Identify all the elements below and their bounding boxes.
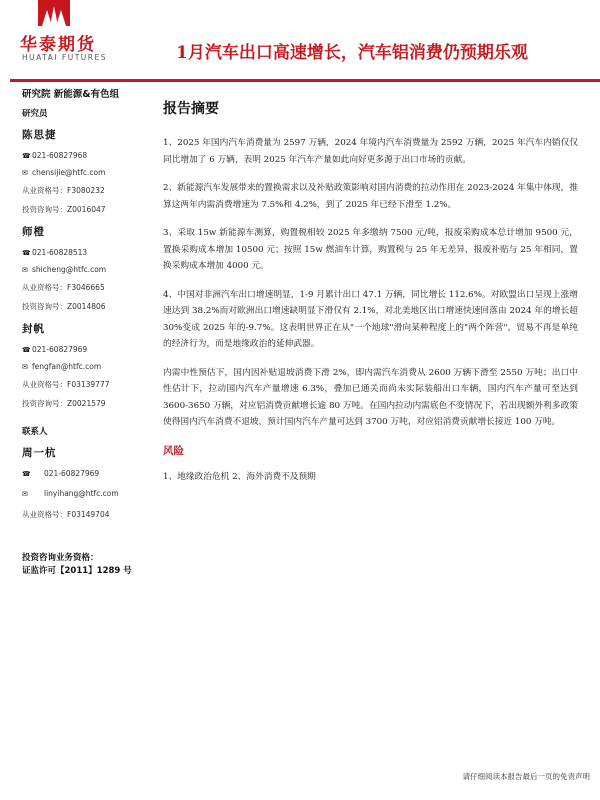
author-name: 封帆 xyxy=(22,323,45,335)
phone-icon: ☎ xyxy=(22,152,31,160)
author-block xyxy=(22,127,142,215)
author-email[interactable]: ✉ fengfan@htfc.com xyxy=(22,362,102,371)
author-license-consulting: 投资咨询号：Z0021579 xyxy=(22,399,106,408)
phone-icon: ☎ xyxy=(22,249,31,257)
summary-paragraph: 1、2025 年国内汽车消费量为 2597 万辆，2024 年境内汽车消费量为 2592 万辆，2025 年汽车内销仅仅同比增加了 6 万辆，表明 2025 年汽车产量如此向好更多源于出口市场的贡献。 xyxy=(163,138,578,165)
author-phone: ☎021-60827969 xyxy=(22,345,88,354)
phone-icon: ☎ xyxy=(22,346,31,354)
license-value: 证监许可【2011】1289 号 xyxy=(22,566,132,576)
author-email[interactable]: ✉ chensijie@htfc.com xyxy=(22,168,106,177)
risk-heading: 风险 xyxy=(163,444,184,457)
contact-phone: ☎ 021-60827969 xyxy=(22,469,100,478)
author-license-qualification: 从业资格号：F3046665 xyxy=(22,283,105,292)
logo-chinese-name: 华泰期货 xyxy=(20,35,96,55)
author-license-qualification: 从业资格号：F3080232 xyxy=(22,186,105,195)
email-icon: ✉ xyxy=(22,266,28,274)
author-license-qualification: 从业资格号：F03139777 xyxy=(22,380,110,389)
summary-paragraph: 3、采取 15w 新能源车测算，购置税相较 2025 年多缴纳 7500 元/吨，报废采购成本总计增加 9500 元，置换采购成本增加 10500 元；按照 15w 燃油车计算，购置税与 25 年无差异，报废补贴与 25 年相同，置换采购成本增加 4000 元。 xyxy=(163,228,578,271)
risk-text: 1、地缘政治危机 2、海外消费不及预期 xyxy=(163,471,316,482)
author-block xyxy=(22,224,142,312)
huatai-logo-icon xyxy=(38,0,70,26)
author-name: 师橙 xyxy=(22,226,45,238)
department-label: 研究院 新能源&有色组 xyxy=(22,89,120,100)
disclaimer-note: 请仔细阅读本报告最后一页的免责声明 xyxy=(462,772,590,781)
researcher-label: 研究员 xyxy=(22,109,48,119)
header-divider xyxy=(10,79,600,82)
logo-english-name: HUATAI FUTURES xyxy=(22,53,107,62)
author-sidebar xyxy=(22,86,142,578)
author-phone: ☎021-60827968 xyxy=(22,151,88,160)
email-icon: ✉ xyxy=(22,490,28,498)
contact-name: 周一杭 xyxy=(22,447,57,459)
phone-icon: ☎ xyxy=(22,470,31,478)
author-block xyxy=(22,321,142,409)
consulting-license xyxy=(22,552,142,578)
email-icon: ✉ xyxy=(22,169,28,177)
report-body xyxy=(163,98,578,482)
author-license-consulting: 投资咨询号：Z0016047 xyxy=(22,205,106,214)
summary-paragraph: 内需中性预估下，国内因补贴退坡消费下滑 2%，即内需汽车消费从 2600 万辆下滑至 2550 万吨；出口中性估计下，拉动国内汽车产量增速 6.3%，叠加已通关而尚未实际装船出口车辆，国内汽车产量可至达到 3600-3650 万辆，对应铝消费贡献增长逾 80 万吨。在国内拉动内需底色不变情况下，若出现额外利多政策使得国内汽车消费不退坡，预计国内汽车产量可达到 3700 万吨，对应铝消费贡献增长接近 100 万吨。 xyxy=(163,367,578,427)
email-icon: ✉ xyxy=(22,363,28,371)
author-email[interactable]: ✉ shicheng@htfc.com xyxy=(22,265,107,274)
summary-paragraph: 2、新能源汽车发展带来的置换需求以及补贴政策影响对国内消费的拉动作用在 2023-2024 年集中体现，推算这两年内需消费增速为 7.5%和 4.2%，到了 2025 年已经下滑至 1.2%。 xyxy=(163,183,578,210)
summary-heading: 报告摘要 xyxy=(163,101,219,117)
summary-paragraph: 4、中国对非洲汽车出口增速明显，1-9 月累计出口 47.1 万辆，同比增长 112.6%。对欧盟出口呈现上涨增速达到 38.2%而对欧洲出口增速缺明显下滑仅有 2.1%，对北美地区出口增速快速回落由 2024 年的增长超 30%变成 2025 年的-9.7%。这表明世界正在从"一个地球"滑向某种程度上的"两个阵营"，贸易不再是单纯的经济行为，而是地缘政治的延伸武器。 xyxy=(163,289,578,349)
author-license-consulting: 投资咨询号：Z0014806 xyxy=(22,302,106,311)
report-header xyxy=(0,0,600,80)
report-title: 1月汽车出口高速增长，汽车铝消费仍预期乐观 xyxy=(176,43,528,63)
contact-label: 联系人 xyxy=(22,427,48,437)
license-title: 投资咨询业务资格： xyxy=(22,553,99,563)
contact-email[interactable]: ✉ linyihang@htfc.com xyxy=(22,489,119,498)
author-name: 陈思捷 xyxy=(22,129,57,141)
author-phone: ☎021-60828513 xyxy=(22,248,88,257)
contact-license-qualification: 从业资格号：F03149704 xyxy=(22,510,110,519)
